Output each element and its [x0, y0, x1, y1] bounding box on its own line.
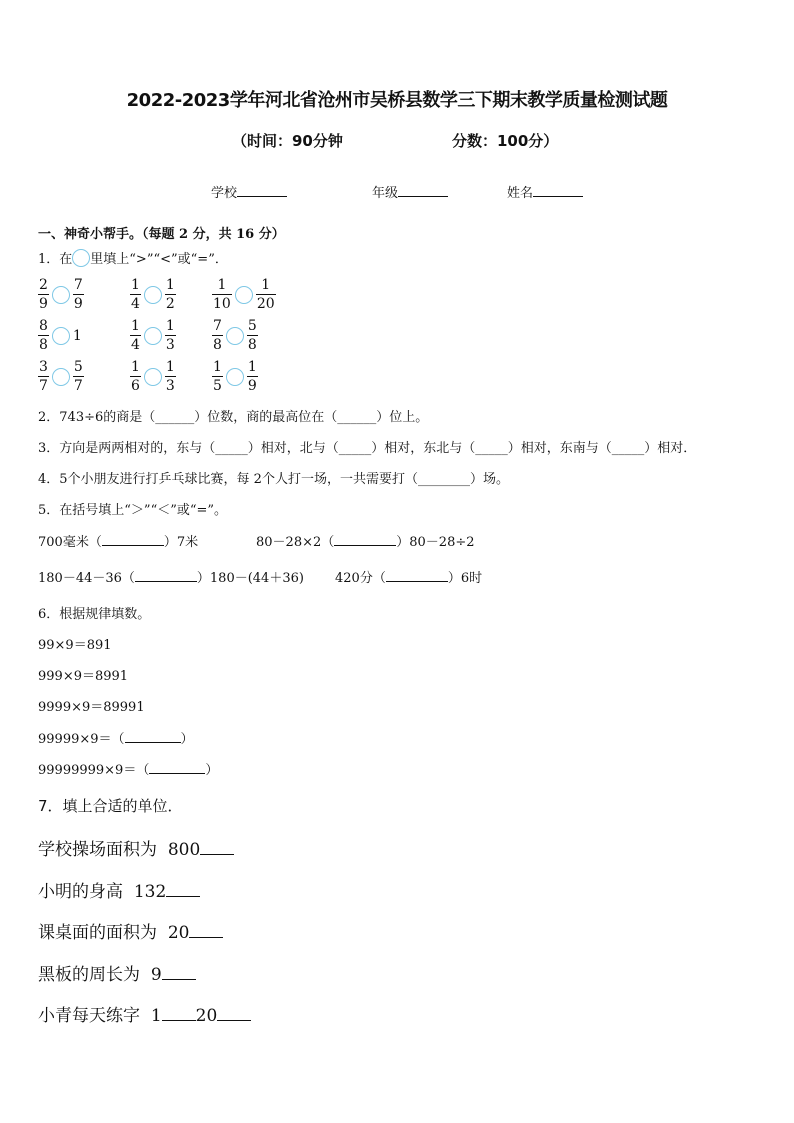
page-title: 2022-2023学年河北省沧州市吴桥县数学三下期末教学质量检测试题	[126, 90, 668, 111]
fraction	[212, 276, 232, 313]
denominator: 3	[165, 378, 175, 394]
q7-item-2	[38, 877, 200, 902]
numerator: 1	[131, 359, 140, 375]
fraction	[212, 358, 223, 395]
q5-d-blank[interactable]	[386, 569, 448, 582]
q7-blank-1[interactable]	[200, 842, 234, 855]
q6-blank-2[interactable]	[149, 761, 205, 774]
q5-item-b	[256, 531, 475, 550]
q7-item-3-label: 课桌面的面积为	[38, 923, 157, 943]
denominator: 6	[131, 378, 140, 394]
q7-item-2-label: 小明的身高	[38, 882, 123, 902]
fraction	[73, 276, 84, 313]
numerator: 1	[213, 359, 222, 375]
q5-c-blank[interactable]	[135, 569, 197, 582]
q6-line-2: 999×9＝8991	[38, 669, 129, 684]
q7-item-5	[38, 1001, 251, 1026]
comparison-item	[130, 317, 176, 354]
q7-item-5-value: 1	[150, 1006, 162, 1026]
answer-circle-icon[interactable]	[235, 286, 253, 304]
denominator: 4	[131, 337, 140, 353]
q1-prefix: 1．在	[38, 252, 73, 267]
answer-circle-icon[interactable]	[144, 286, 162, 304]
school-label: 学校	[211, 186, 238, 201]
denominator: 20	[256, 296, 275, 312]
comparison-item	[130, 358, 176, 395]
denominator: 3	[165, 337, 175, 353]
denominator: 5	[213, 378, 222, 394]
q6-close-2: ）	[205, 763, 219, 778]
question-7-stem: 7．填上合适的单位．	[38, 797, 183, 815]
numerator: 5	[73, 359, 83, 375]
q5-a-right: ）7米	[163, 535, 199, 550]
q5-item-c	[38, 567, 304, 586]
numerator: 8	[39, 318, 48, 334]
q7-item-1-value: 800	[167, 840, 201, 860]
comparison-item	[130, 276, 176, 313]
q6-line-4	[38, 728, 194, 747]
denominator: 8	[39, 337, 48, 353]
q7-item-4	[38, 960, 196, 985]
comparison-item	[212, 317, 258, 354]
q7-item-1-label: 学校操场面积为	[38, 840, 157, 860]
denominator: 7	[39, 378, 48, 394]
fraction	[38, 317, 49, 354]
numerator: 1	[247, 359, 257, 375]
q5-b-right: ）80－28÷2	[396, 535, 475, 550]
total-score: 分数：100分）	[452, 132, 559, 150]
q5-b-blank[interactable]	[334, 533, 396, 546]
denominator: 10	[213, 296, 231, 312]
q6-line-4-text: 99999×9＝（	[38, 732, 125, 747]
q5-item-d	[335, 567, 482, 586]
q7-item-4-label: 黑板的周长为	[38, 965, 140, 985]
q6-line-1: 99×9＝891	[38, 638, 112, 653]
grade-label: 年级	[372, 186, 399, 201]
fraction	[165, 317, 176, 354]
fraction	[130, 358, 141, 395]
q7-blank-3[interactable]	[189, 925, 223, 938]
answer-circle-icon[interactable]	[226, 327, 244, 345]
q7-item-4-value: 9	[150, 965, 162, 985]
fraction	[165, 358, 176, 395]
numerator: 5	[247, 318, 257, 334]
numerator: 1	[261, 277, 271, 293]
question-1-stem	[38, 248, 228, 267]
comparison-item	[38, 317, 82, 354]
comparison-item	[38, 358, 84, 395]
denominator: 9	[247, 378, 257, 394]
q5-a-left: 700毫米（	[38, 535, 102, 550]
fraction	[165, 276, 176, 313]
q1-suffix: 里填上“>”“<”或“=”．	[90, 252, 228, 267]
grade-field[interactable]	[372, 182, 448, 201]
fraction	[38, 358, 49, 395]
fraction	[130, 276, 141, 313]
answer-circle-icon[interactable]	[226, 368, 244, 386]
name-label: 姓名	[507, 186, 534, 201]
answer-circle-icon[interactable]	[52, 327, 70, 345]
denominator: 7	[73, 378, 83, 394]
q5-a-blank[interactable]	[102, 533, 164, 546]
q6-close-1: ）	[180, 732, 194, 747]
fraction	[247, 317, 258, 354]
denominator: 9	[73, 296, 83, 312]
name-field[interactable]	[507, 182, 583, 201]
q6-line-5-text: 99999999×9＝（	[38, 763, 150, 778]
q7-item-3	[38, 918, 223, 943]
fraction	[73, 358, 84, 395]
question-3: 3．方向是两两相对的，东与（_____）相对，北与（_____）相对，东北与（_____）相对，东南与（_____）相对．	[38, 441, 697, 456]
answer-circle-icon[interactable]	[52, 286, 70, 304]
numerator: 1	[131, 318, 140, 334]
school-blank[interactable]	[237, 184, 287, 197]
q6-blank-1[interactable]	[125, 730, 181, 743]
answer-circle-icon[interactable]	[144, 368, 162, 386]
q7-item-5-value2: 20	[195, 1006, 218, 1026]
numerator: 2	[39, 277, 48, 293]
fraction	[130, 317, 141, 354]
numerator: 1	[165, 318, 175, 334]
numerator: 3	[39, 359, 48, 375]
question-5-stem: 5．在括号填上“＞”“＜”或“=”。	[38, 503, 228, 518]
fraction	[38, 276, 49, 313]
q6-line-3: 9999×9＝89991	[38, 700, 145, 715]
question-6-stem: 6．根据规律填数。	[38, 607, 151, 622]
section-heading: 一、神奇小帮手。（每题 2 分，共 16 分）	[38, 227, 285, 242]
q6-line-5	[38, 759, 218, 778]
q5-d-right: ）6时	[447, 571, 483, 586]
fraction	[247, 358, 258, 395]
q5-item-a	[38, 531, 198, 550]
denominator: 8	[213, 337, 222, 353]
q7-blank-5a[interactable]	[162, 1008, 196, 1021]
numerator: 1	[165, 277, 175, 293]
question-4: 4．5个小朋友进行打乒乓球比赛，每 2个人打一场，一共需要打（________）场。	[38, 472, 509, 487]
q7-item-2-value: 132	[133, 882, 167, 902]
comparison-item	[212, 358, 258, 395]
comparison-item	[38, 276, 84, 313]
denominator: 9	[39, 296, 48, 312]
question-2: 2．743÷6的商是（______）位数，商的最高位在（______）位上。	[38, 410, 429, 425]
q5-c-right: ）180－(44＋36)	[196, 571, 304, 586]
numerator: 1	[131, 277, 140, 293]
grade-blank[interactable]	[398, 184, 448, 197]
q7-blank-5b[interactable]	[217, 1008, 251, 1021]
q7-blank-2[interactable]	[166, 884, 200, 897]
time-limit: （时间：90分钟	[232, 132, 343, 150]
school-field[interactable]	[211, 182, 287, 201]
denominator: 4	[131, 296, 140, 312]
q5-d-left: 420分（	[335, 571, 386, 586]
fraction	[212, 317, 223, 354]
numerator: 7	[213, 318, 222, 334]
answer-circle-icon[interactable]	[144, 327, 162, 345]
q5-c-left: 180－44－36（	[38, 571, 135, 586]
q7-item-3-value: 20	[167, 923, 190, 943]
fraction	[256, 276, 276, 313]
numerator: 1	[165, 359, 175, 375]
denominator: 2	[165, 296, 175, 312]
denominator: 8	[247, 337, 257, 353]
whole-number: 1	[72, 327, 82, 344]
name-blank[interactable]	[533, 184, 583, 197]
circle-icon	[72, 249, 90, 267]
numerator: 1	[217, 277, 227, 293]
q7-item-5-label: 小青每天练字	[38, 1006, 140, 1026]
q5-b-left: 80－28×2（	[256, 535, 335, 550]
answer-circle-icon[interactable]	[52, 368, 70, 386]
q7-item-1	[38, 835, 234, 860]
comparison-item	[212, 276, 276, 313]
numerator: 7	[73, 277, 83, 293]
q7-blank-4[interactable]	[162, 967, 196, 980]
